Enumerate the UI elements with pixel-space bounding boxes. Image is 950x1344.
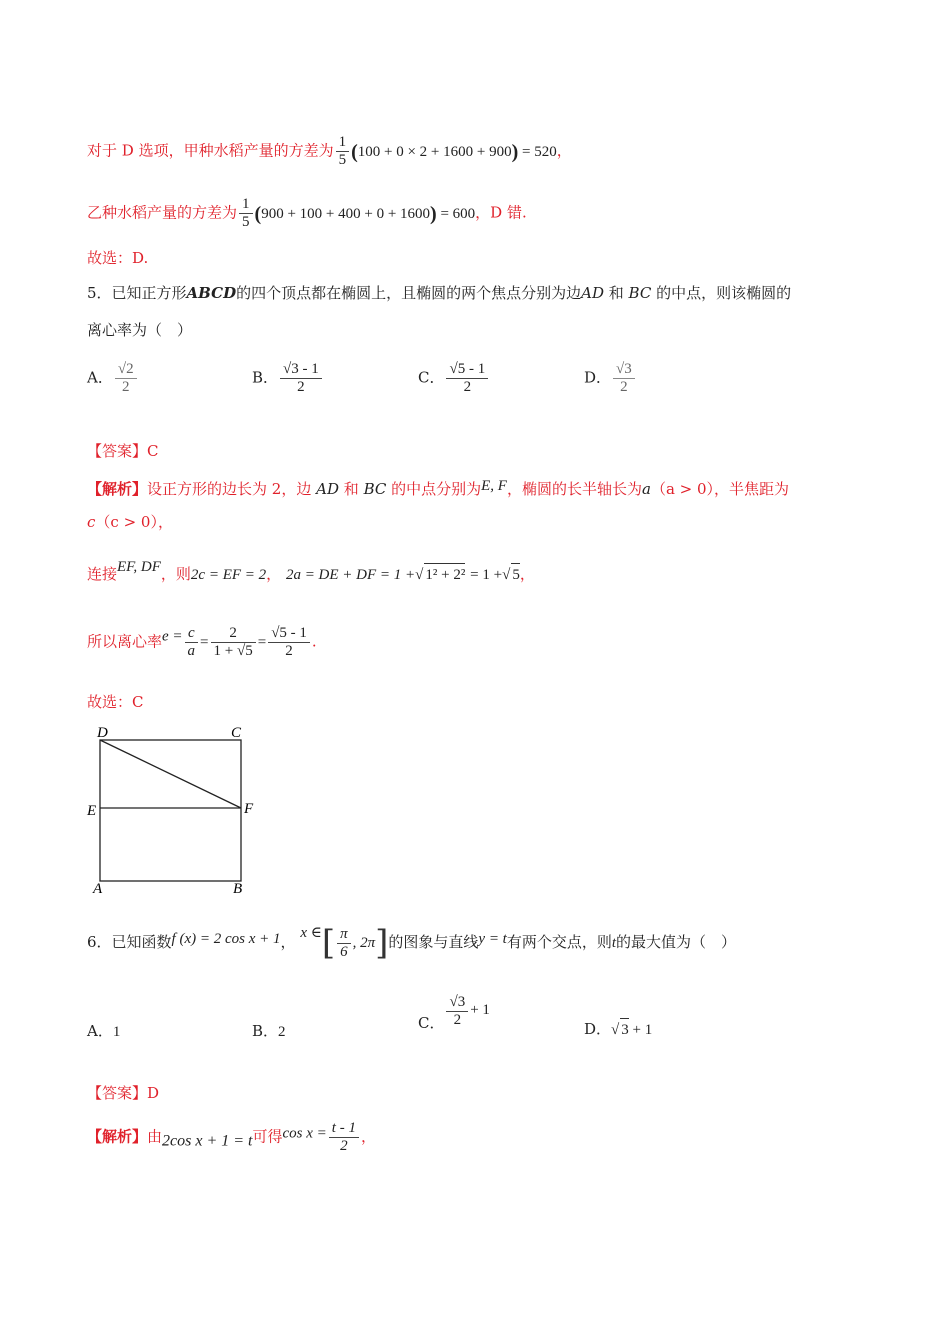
- fraction: $\frac{1}{5}$: [239, 196, 253, 231]
- expr: 900 + 100 + 400 + 0 + 1600: [261, 205, 431, 222]
- q6-answer: 【答案】D: [87, 1084, 160, 1102]
- q6-analysis: 【解析】由2cos x + 1 = t可得cos x = $\frac{t - 1}{2}$ ，: [87, 1120, 376, 1154]
- q5-option-c: C． $\frac{√5 - 1}{2}$: [418, 361, 490, 396]
- label-b: B: [233, 881, 243, 897]
- q5-option-a: A． $\frac{√2}{2}$: [87, 361, 139, 396]
- q5-answer: 【答案】C: [87, 442, 159, 460]
- label-e: E: [87, 803, 97, 819]
- text: 对于 D 选项，甲种水稻产量的方差为: [87, 141, 334, 160]
- q6-option-b: B．2: [252, 1022, 286, 1040]
- q5-final: 故选：C: [87, 693, 144, 711]
- q5-stem-1: 5．已知正方形ABCD的四个顶点都在椭圆上，且椭圆的两个焦点分别为边AD 和 BC 的中点，则该椭圆的: [87, 284, 792, 302]
- q5-eccentricity-line: 所以离心率e = $\frac{c}{a}$ = $\frac{2}{1 + √5}$ = $\frac{√5 - 1}{2}$ .: [87, 625, 317, 659]
- q5-connect-line: 连接EF, DF，则2c = EF = 2， 2a = DE + DF = 1 +√ 1² + 2² = 1 +√ 5，: [87, 556, 535, 586]
- q6-stem: 6．已知函数f (x) = 2 cos x + 1， x ∈[ $\frac{\pi}{6}$ , 2π]的图象与直线y = t有两个交点，则t的最大值为（ ）: [87, 923, 737, 963]
- q6-option-c: C． $\frac{√3}{2}$ + 1: [418, 994, 490, 1032]
- q5-stem-2: 离心率为（ ）: [87, 321, 193, 339]
- q5-analysis-1: 【解析】设正方形的边长为 2，边 AD 和 BC 的中点分别为E, F，椭圆的长半轴长为a（a > 0），半焦距为: [87, 478, 790, 498]
- q5-option-d: D． $\frac{√3}{2}$: [584, 361, 637, 396]
- q5-option-b: B． $\frac{√3 - 1}{2}$: [252, 361, 324, 396]
- q5-analysis-2: c（c > 0），: [87, 513, 173, 531]
- result: = 600: [440, 205, 476, 222]
- q6-option-d: D．√ 3 + 1: [584, 1018, 652, 1041]
- label-d: D: [97, 725, 108, 741]
- square-figure: [85, 720, 265, 898]
- fraction: $\frac{1}{5}$: [336, 134, 350, 169]
- q6-option-a: A．1: [87, 1022, 121, 1040]
- segment-df: [100, 740, 241, 808]
- label-c: C: [231, 725, 242, 741]
- square-abcd: [100, 740, 241, 881]
- label-f: F: [244, 801, 254, 817]
- expr: 100 + 0 × 2 + 1600 + 900: [357, 143, 512, 160]
- result: = 520: [522, 143, 557, 160]
- label-a: A: [93, 881, 103, 897]
- answer-prev: 故选：D.: [87, 249, 149, 267]
- text: 乙种水稻产量的方差为: [87, 203, 238, 222]
- variance-line-1: 对于 D 选项，甲种水稻产量的方差为 $\frac{1}{5}$ (100 + 0 × 2 + 1600 + 900) = 520，: [87, 134, 572, 168]
- variance-line-2: 乙种水稻产量的方差为 $\frac{1}{5}$ (900 + 100 + 400 + 0 + 1600) = 600，D 错.: [87, 196, 527, 230]
